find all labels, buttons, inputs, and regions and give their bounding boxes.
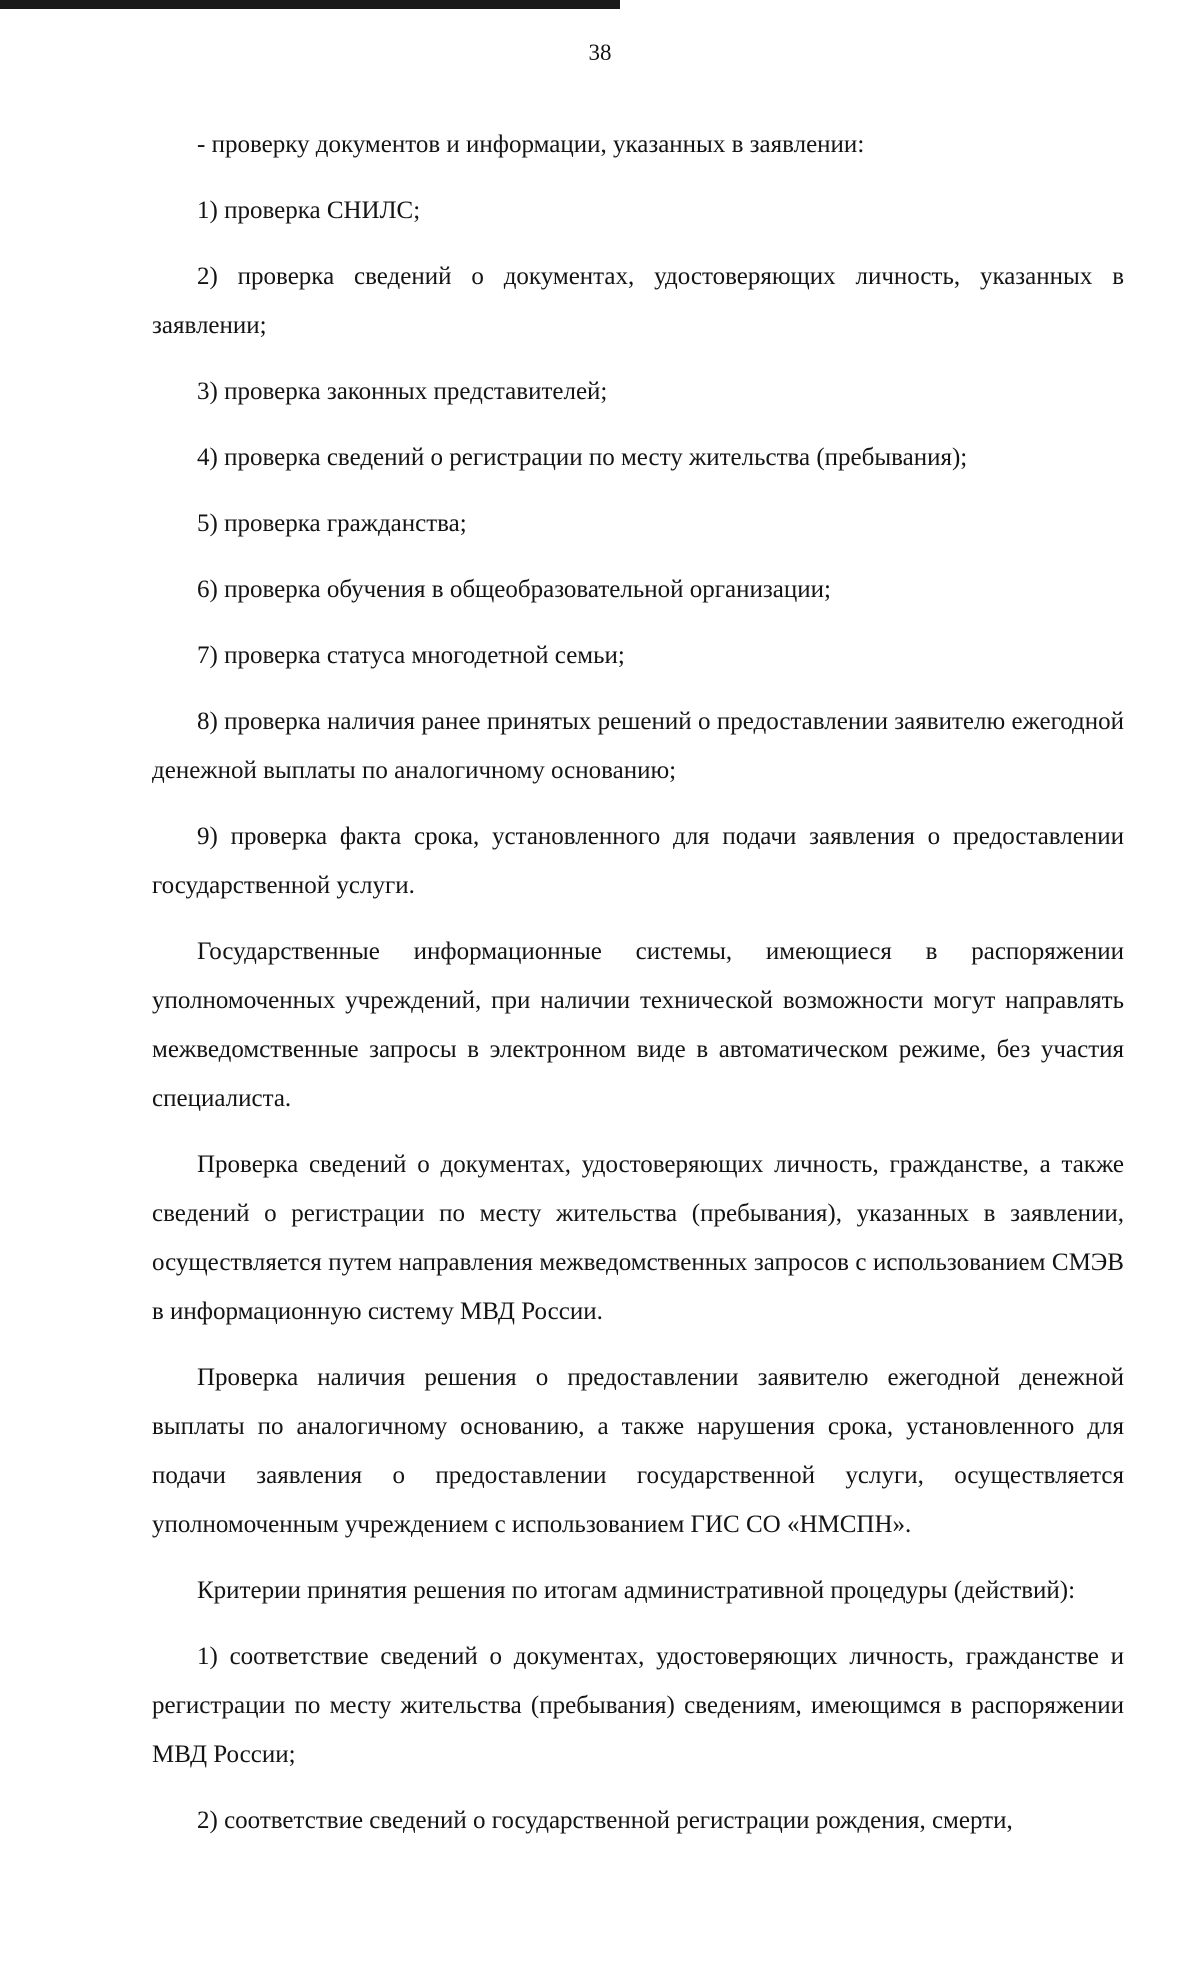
document-body — [152, 120, 1124, 1845]
list-item-4: 4) проверка сведений о регистрации по месту жительства (пребывания); — [197, 444, 968, 471]
list-item-7: 7) проверка статуса многодетной семьи; — [197, 642, 625, 669]
paragraph-intro: - проверку документов и информации, указанных в заявлении: — [197, 131, 865, 158]
list-item-6: 6) проверка обучения в общеобразовательной организации; — [197, 576, 831, 603]
scan-edge-bar — [0, 0, 620, 9]
list-item-8: 8) проверка наличия ранее принятых решений о предоставлении заявителю ежегодной денежной выплаты по аналогичному основанию; — [152, 708, 1124, 784]
paragraph-criteria: Критерии принятия решения по итогам административной процедуры (действий): — [197, 1577, 1076, 1604]
criteria-item-2: 2) соответствие сведений о государственной регистрации рождения, смерти, — [197, 1807, 1013, 1834]
criteria-item-1: 1) соответствие сведений о документах, удостоверяющих личность, гражданстве и регистрации по месту жительства (пребывания) сведениям, имеющимся в распоряжении МВД России; — [152, 1643, 1124, 1768]
paragraph-identity-check: Проверка сведений о документах, удостоверяющих личность, гражданстве, а также сведений о регистрации по месту жительства (пребывания), указанных в заявлении, осуществляется путем направления межведомственных запросов с использованием СМЭВ в информационную систему МВД России. — [152, 1151, 1124, 1325]
list-item-2: 2) проверка сведений о документах, удостоверяющих личность, указанных в заявлении; — [152, 263, 1124, 339]
paragraph-decision-check: Проверка наличия решения о предоставлении заявителю ежегодной денежной выплаты по аналогичному основанию, а также нарушения срока, установленного для подачи заявления о предоставлении государственной услуги, осуществляется уполномоченным учреждением с использованием ГИС СО «НМСПН». — [152, 1364, 1124, 1538]
list-item-9: 9) проверка факта срока, установленного для подачи заявления о предоставлении государственной услуги. — [152, 823, 1124, 899]
paragraph-gis: Государственные информационные системы, имеющиеся в распоряжении уполномоченных учреждений, при наличии технической возможности могут направлять межведомственные запросы в электронном виде в автоматическом режиме, без участия специалиста. — [152, 938, 1124, 1112]
list-item-3: 3) проверка законных представителей; — [197, 378, 608, 405]
list-item-1: 1) проверка СНИЛС; — [197, 197, 421, 224]
page-number: 38 — [588, 40, 612, 65]
list-item-5: 5) проверка гражданства; — [197, 510, 467, 537]
